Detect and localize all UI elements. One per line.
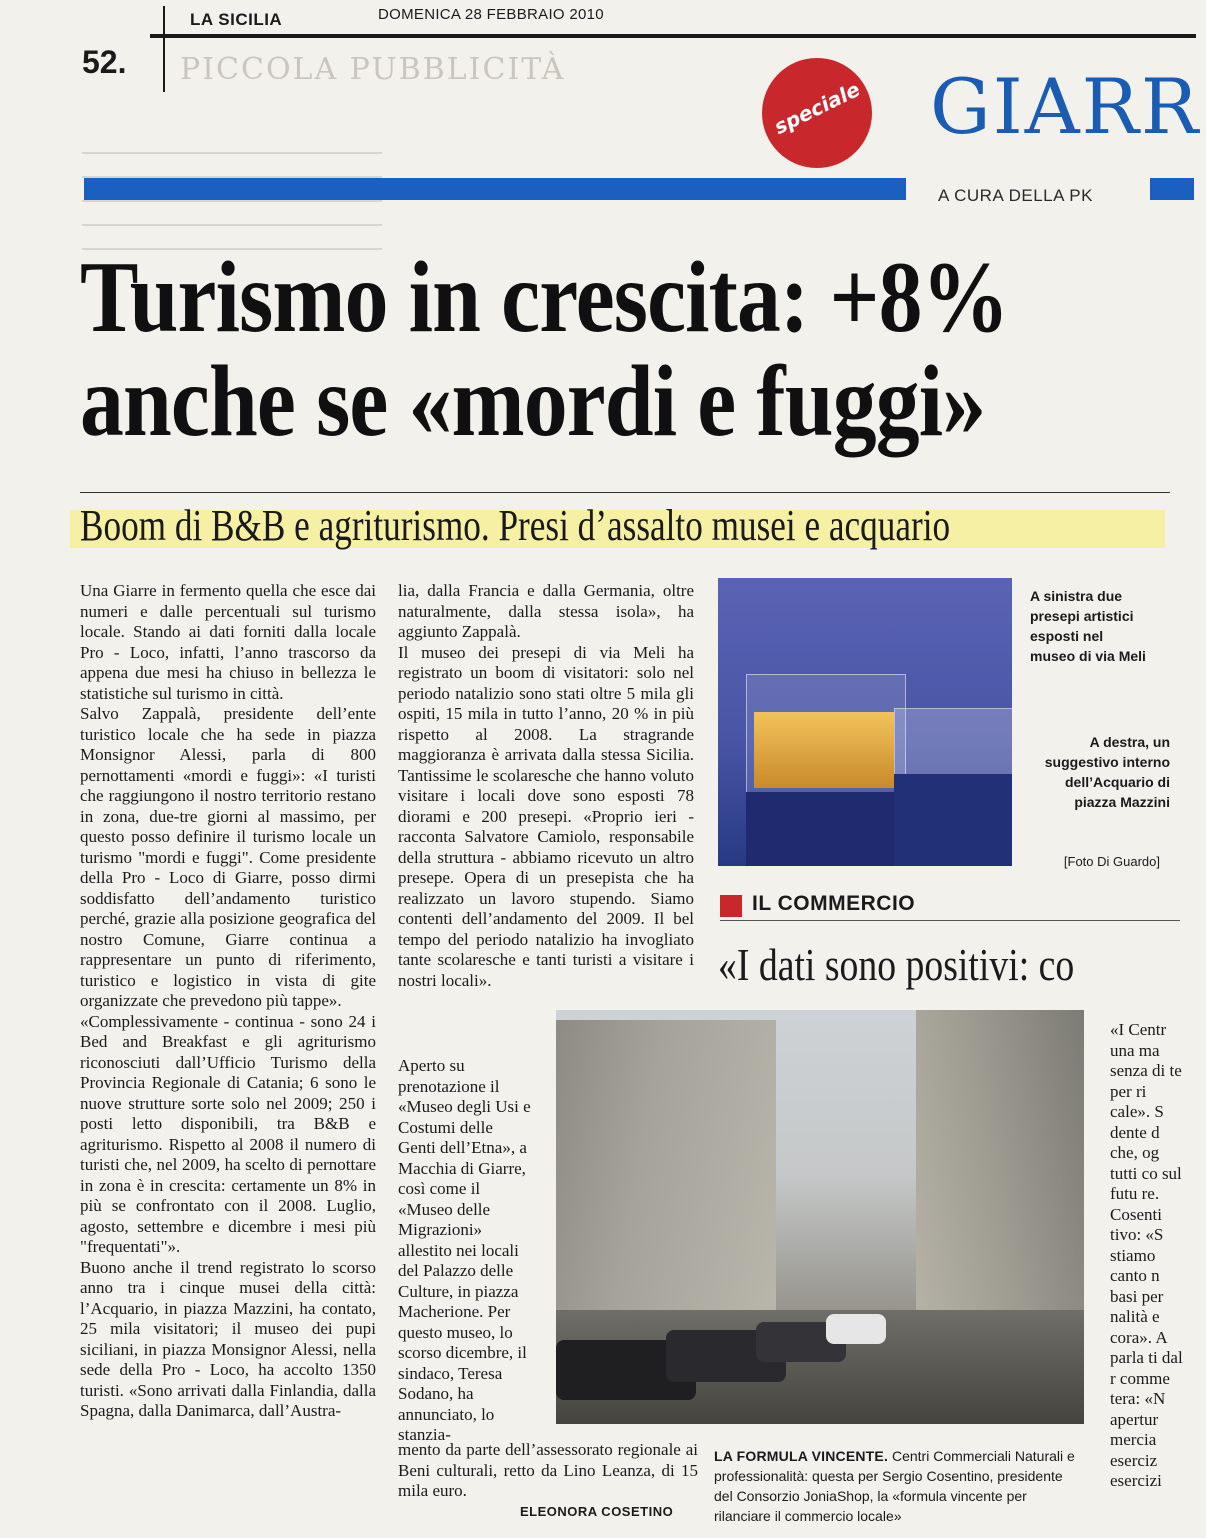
caption-title: LA FORMULA VINCENTE. [714,1448,889,1464]
section-bar-end [1150,178,1194,200]
building-right [916,1010,1084,1360]
commercio-label: IL COMMERCIO [752,892,916,915]
street-photo-caption [714,1446,1084,1526]
headline-rule [80,492,1170,493]
article-column-2-narrow [398,1056,532,1446]
section-bar [84,178,906,200]
article-column-2-end [398,1440,698,1502]
presepe-model [754,712,894,788]
section-credit: A CURA DELLA PK [938,186,1093,205]
commercio-rule [720,920,1180,921]
photo-caption-right: A destra, un suggestivo interno dell’Acquario di piazza Mazzini [1044,734,1170,810]
street-photo [556,1010,1084,1424]
page-number: 52. [82,44,127,80]
presepi-photo [718,578,1012,866]
byline: ELEONORA COSETINO [520,1504,674,1519]
photo-caption-left: A sinistra due presepi artistici esposti nel museo di via Meli [1030,588,1146,664]
commercio-column-cropped: «I Centr una ma senza di te per ri cale». S dente d che, og tutti co sul futu re. Cosenti tivo: «S stiamo canto n basi per nalità e cora». A parla ti dal r comme tera: «N apertur mercia eserciz esercizi [1110,1020,1183,1490]
commercio-marker [720,895,742,917]
building-left [556,1020,776,1350]
article-column-1 [80,581,376,1422]
display-pedestal [746,792,904,866]
paragraph: lia, dalla Francia e dalla Germania, oltre naturalmente, dalla stessa isola», ha aggiunto Zappalà. [398,581,694,641]
paragraph: Salvo Zappalà, presidente dell’ente turistico locale che ha sede in piazza Monsignor Alessi, parla di 800 pernottamenti «mordi e fuggi»: «I turisti che raggiungono il nostro territorio restano in zona, due-tre giorni al massimo, per questo posso definire il turismo locale un turismo "mordi e fuggi". Come presidente della Pro - Loco di Giarre, posso dirmi soddisfatto dell’andamento turistico perché, grazie alla posizione geografica del nostro Comune, Giarre continua a rappresentare un punto di riferimento, turistico e logistico in vista di gite organizzate che prevedono più tappe». [80,704,376,1010]
caption-text: Centri Commerciali Naturali e professionalità: questa per Sergio Cosentino, presidente del Consorzio JoniaShop, la «formula vincente per rilanciare il commercio locale» [714,1448,1075,1524]
speciale-badge-label: speciale [770,76,864,140]
commercio-headline: «I dati sono positivi: co [718,939,1075,990]
paragraph: Buono anche il trend registrato lo scorso anno tra i cinque musei della città: l’Acquario, in piazza Mazzini, ha contato, 25 mila visitatori; il museo dei pupi siciliani, in piazza Monsignor Alessi, nella sede della Pro - Loco, ha accolto 1350 turisti. «Sono arrivati dalla Finlandia, dalla Spagna, dalla Danimarca, dall’Austra- [80,1257,376,1420]
headline-line-2: anche se «mordi e fuggi» [80,345,986,458]
photo-credit: [Foto Di Guardo] [1063,854,1160,869]
subheadline: Boom di B&B e agriturismo. Presi d’assalto musei e acquario [80,501,951,550]
paragraph: Una Giarre in fermento quella che esce dai numeri e dalle percentuali sul turismo locale. Stando ai dati forniti dalla locale Pro - Loco, infatti, l’anno trascorso da appena due mesi ha chiuso in bellezza le statistiche sul turismo in città. [80,581,376,703]
paragraph: mento da parte dell’assessorato regionale ai Beni culturali, retto da Lino Leanza, di 15 mila euro. [398,1440,698,1500]
page-number-divider [163,6,165,92]
article-column-2 [398,581,694,991]
display-case [894,708,1012,776]
issue-date: DOMENICA 28 FEBBRAIO 2010 [378,6,604,23]
headline [80,241,1009,458]
masthead-rule [150,34,1196,38]
bleed-through-title: PICCOLA PUBBLICITÀ [180,52,566,87]
parked-car [826,1314,886,1344]
paragraph: Aperto su prenotazione il «Museo degli Usi e Costumi delle Genti dell’Etna», a Macchia di Giarre, così come il «Museo delle Migrazioni» allestito nei locali del Palazzo delle Culture, in piazza Macherione. Per questo museo, lo scorso dicembre, il sindaco, Teresa Sodano, ha annunciato, lo stanzia- [398,1056,531,1444]
paragraph: Il museo dei presepi di via Meli ha registrato un boom di visitatori: solo nel periodo natalizio sono stati oltre 5 mila gli ospiti, 15 mila in tutto l’anno, 20 % in più rispetto al 2008. La stragrande maggioranza è arrivata dalla stessa Sicilia. Tantissime le scolaresche che hanno voluto visitare i locali dove sono esposti 78 diorami e 200 presepi. «Proprio ieri - racconta Salvatore Camiolo, responsabile della struttura - abbiamo ricevuto un altro presepe. Opera di un presepista che ha realizzato un lavoro stupendo. Siamo contenti dell’andamento del 2009. Il bel tempo del periodo natalizio ha invogliato tante scolaresche e tanti turisti a visitare i nostri locali». [398,642,694,990]
headline-line-1: Turismo in crescita: +8% [80,241,1009,354]
section-title: GIARR [930,62,1201,151]
display-pedestal [894,774,1012,866]
paragraph: «Complessivamente - continua - sono 24 i Bed and Breakfast e gli agriturismo riconosciuti dall’Ufficio Turismo della Provincia Regionale di Catania; 6 sono le nuove strutture sorte solo nel 2009; 250 i posti letto disponibili, tra B&B e agriturismo. Rispetto al 2008 il numero di turisti che, nel 2009, ha scelto di pernottare in zona è in crescita: certamente un 8% in più se confrontato con il 2008. Luglio, agosto, settembre e dicembre i mesi più "frequentati"». [80,1011,376,1256]
paper-name: LA SICILIA [190,10,283,29]
